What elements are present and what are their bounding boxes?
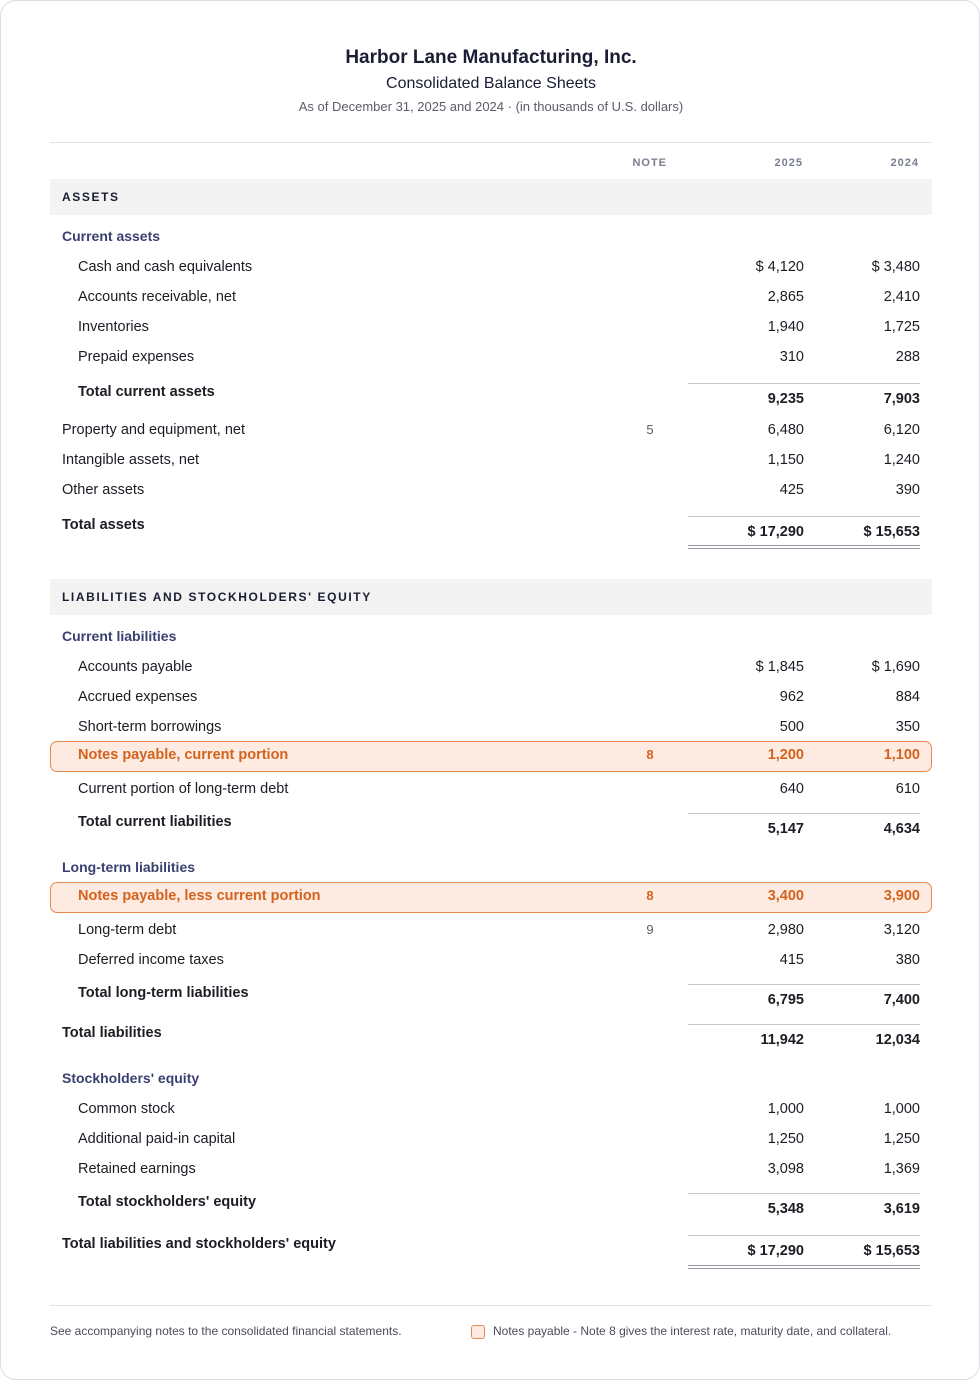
legend-swatch-icon [471,1325,485,1339]
footer-divider [50,1305,932,1306]
row-label: Additional paid-in capital [78,1131,236,1147]
section-band-liabilities-equity: LIABILITIES AND STOCKHOLDERS' EQUITY [50,579,932,615]
row-label: Total long-term liabilities [78,985,249,1001]
value-2025: 310 [779,349,804,365]
value-2025: 425 [779,482,804,498]
note-ref: 5 [646,422,654,437]
row-label: Common stock [78,1101,175,1117]
total-row-current-liabilities [50,811,932,841]
value-2024: $ 15,653 [863,524,920,540]
row-label: Prepaid expenses [78,349,195,365]
value-2025: $ 17,290 [747,524,804,540]
value-2025: 1,000 [767,1101,804,1117]
row-label: Accounts receivable, net [78,289,236,305]
row-label: Intangible assets, net [62,452,200,468]
row-label: Total current assets [78,384,215,400]
value-2024: 12,034 [875,1032,920,1048]
value-2025: 640 [779,781,804,797]
value-2024: 1,240 [883,452,920,468]
note-ref: 9 [646,922,654,937]
value-2024: 390 [895,482,920,498]
statement-title: Consolidated Balance Sheets [386,75,596,92]
row-label: Total stockholders' equity [78,1194,257,1210]
highlighted-row-notes-payable-current [50,741,932,772]
value-2024: 350 [895,719,920,735]
value-2025: 6,795 [767,992,804,1008]
row-label: Total current liabilities [78,814,232,830]
value-2024: 380 [895,952,920,968]
value-2025: 2,980 [767,922,804,938]
note-ref: 8 [646,747,654,762]
value-2025: 1,150 [767,452,804,468]
value-2024: 610 [895,781,920,797]
value-2025: $ 17,290 [747,1243,804,1259]
value-2024: 1,725 [883,319,920,335]
table-row [50,1155,932,1185]
total-row-liabilities [50,1022,932,1052]
total-row-liabilities-and-equity [50,1233,932,1263]
table-row [50,476,932,506]
subheader-current-liabilities: Current liabilities [62,628,177,644]
value-2024: 7,903 [883,391,920,407]
note-ref: 8 [646,888,654,903]
subheader-stockholders-equity: Stockholders' equity [62,1070,200,1086]
value-2024: 2,410 [883,289,920,305]
value-2024: 7,400 [883,992,920,1008]
double-underline [688,1265,920,1269]
row-label: Cash and cash equivalents [78,259,253,275]
table-row [50,775,932,805]
row-label: Total assets [62,517,145,533]
table-row [50,253,932,283]
col-header-2024: 2024 [890,157,919,169]
table-row [50,446,932,476]
table-row [50,1125,932,1155]
footer-note: See accompanying notes to the consolidated financial statements. [50,1324,402,1338]
row-label: Inventories [78,319,149,335]
table-row [50,416,932,446]
row-label: Notes payable, less current portion [78,888,321,904]
col-header-note: NOTE [632,157,667,169]
table-row [50,653,932,683]
table-row [50,946,932,976]
subheader-current-assets: Current assets [62,228,161,244]
row-label: Short-term borrowings [78,719,222,735]
row-label: Accounts payable [78,659,193,675]
value-2025: 962 [779,689,804,705]
table-row [50,283,932,313]
total-row-assets [50,514,932,544]
row-label: Notes payable, current portion [78,747,289,763]
value-2025: 1,940 [767,319,804,335]
value-2024: $ 15,653 [863,1243,920,1259]
row-label: Total liabilities and stockholders' equity [62,1236,336,1252]
double-underline [688,545,920,549]
value-2024: 4,634 [883,821,920,837]
value-2025: 6,480 [767,422,804,438]
section-band-assets: ASSETS [50,179,932,215]
table-row [50,916,932,946]
col-header-2025: 2025 [774,157,803,169]
header-divider [50,142,932,143]
row-label: Long-term debt [78,922,177,938]
value-2025: 11,942 [760,1032,804,1048]
value-2024: 3,619 [883,1201,920,1217]
table-row [50,683,932,713]
row-label: Deferred income taxes [78,952,224,968]
row-label: Retained earnings [78,1161,196,1177]
value-2024: 3,120 [883,922,920,938]
value-2024: 288 [895,349,920,365]
value-2025: 9,235 [767,391,804,407]
value-2025: 5,147 [767,821,804,837]
value-2025: 500 [779,719,804,735]
value-2024: 1,250 [883,1131,920,1147]
highlighted-row-notes-payable-long-term [50,882,932,913]
value-2025: 1,250 [767,1131,804,1147]
value-2025: 5,348 [767,1201,804,1217]
value-2024: 884 [895,689,920,705]
legend-text: Notes payable - Note 8 gives the interest rate, maturity date, and collateral. [493,1324,892,1338]
row-label: Accrued expenses [78,689,198,705]
table-row [50,1095,932,1125]
value-2024: $ 3,480 [871,259,920,275]
table-row [50,313,932,343]
value-2025: $ 1,845 [755,659,804,675]
row-label: Other assets [62,482,145,498]
value-2024: 6,120 [883,422,920,438]
row-label: Total liabilities [62,1025,162,1041]
value-2024: $ 1,690 [871,659,920,675]
row-label: Property and equipment, net [62,422,245,438]
value-2024: 3,900 [883,888,920,904]
value-2025: 3,400 [767,888,804,904]
company-name: Harbor Lane Manufacturing, Inc. [345,47,637,68]
value-2025: 2,865 [767,289,804,305]
table-row [50,343,932,373]
value-2025: $ 4,120 [755,259,804,275]
total-row-current-assets [50,381,932,411]
value-2024: 1,100 [883,747,920,763]
subheader-long-term-liabilities: Long-term liabilities [62,859,196,875]
value-2024: 1,000 [883,1101,920,1117]
value-2025: 1,200 [767,747,804,763]
total-row-long-term-liabilities [50,982,932,1012]
value-2025: 415 [779,952,804,968]
row-label: Current portion of long-term debt [78,781,289,797]
value-2025: 3,098 [767,1161,804,1177]
table-row [50,713,932,743]
total-row-stockholders-equity [50,1191,932,1221]
statement-date: As of December 31, 2025 and 2024 · (in thousands of U.S. dollars) [298,99,684,114]
value-2024: 1,369 [883,1161,920,1177]
